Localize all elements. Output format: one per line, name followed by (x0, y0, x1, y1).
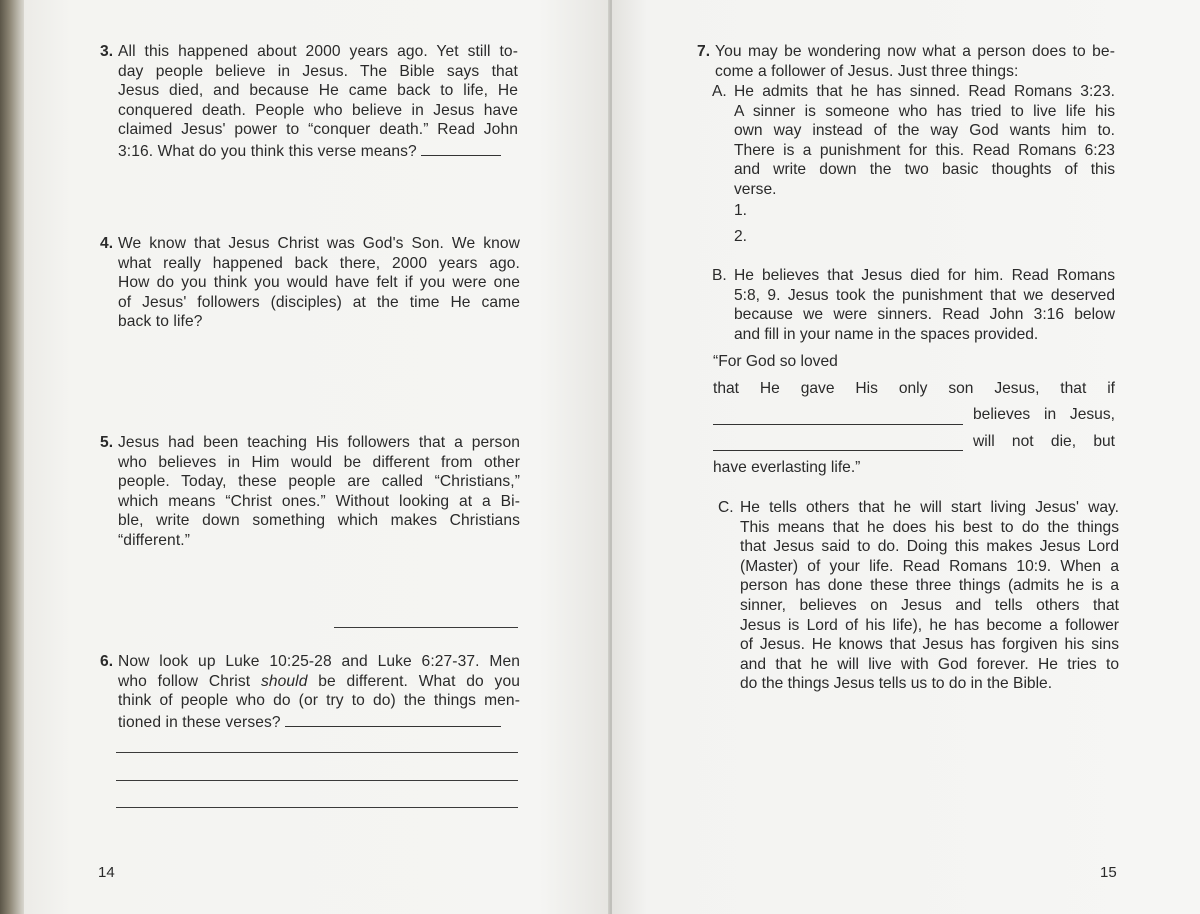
q6-number: 6. (100, 653, 114, 670)
verse-line: “For God so loved (713, 353, 838, 370)
q5-line: which means “Christ ones.” Without looking at a Bi- (118, 492, 520, 510)
q7b-label: B. (712, 267, 727, 284)
question-7 (697, 42, 1115, 81)
q7a-line: A sinner is someone who has tried to live life his (734, 102, 1115, 120)
q3-line: 3:16. What do you think this verse means? (118, 140, 518, 162)
q7c-line: and that he will live with God forever. He tries to (740, 655, 1119, 673)
q7b-line: 5:8, 9. Jesus took the punishment that we deserved (734, 286, 1115, 304)
q7-line: 7. You may be wondering now what a person does to be- (697, 43, 1115, 60)
q7a-line: own way instead of the way God wants him to. (734, 122, 1115, 140)
q3-answer-blank[interactable] (421, 140, 501, 156)
q7-line: come a follower of Jesus. Just three things: (715, 62, 1019, 80)
q7-part-c (718, 498, 1119, 694)
q5-answer-line[interactable] (334, 627, 518, 628)
q7c-line: C. He tells others that he will start living Jesus' way. (718, 499, 1119, 516)
verse-fill-in (713, 352, 1115, 478)
q6-answer-blank[interactable] (285, 711, 501, 727)
q3-line: 3. All this happened about 2000 years ago. Yet still to- (100, 43, 518, 60)
q7a-line: verse. (734, 180, 777, 198)
left-page (24, 0, 610, 914)
q3-line: conquered death. People who believe in Jesus have (118, 101, 518, 119)
q7a-line: A. He admits that he has sinned. Read Romans 3:23. (712, 83, 1115, 100)
q5-line: who believes in Him would be different from other (118, 453, 520, 471)
verse-line: believes in Jesus, (713, 405, 1115, 425)
q4-number: 4. (100, 235, 114, 252)
q7-number: 7. (697, 43, 711, 60)
q7a-label: A. (712, 83, 727, 100)
q5-line: “different.” (118, 531, 190, 549)
q5-line: ble, write down something which makes Christians (118, 512, 520, 530)
q4-line: back to life? (118, 313, 203, 331)
q7b-line: because we were sinners. Read John 3:16 below (734, 306, 1115, 324)
q3-line: Jesus died, and because He came back to life, He (118, 82, 518, 100)
q6-line: 6. Now look up Luke 10:25-28 and Luke 6:27-37. Men (100, 653, 520, 670)
q7-part-a (712, 82, 1115, 247)
q7c-line: person has done these three things (admits he is a (740, 577, 1119, 595)
q3-number: 3. (100, 43, 114, 60)
q4-line: of Jesus' followers (disciples) at the time He came (118, 293, 520, 311)
q7-part-b (712, 266, 1115, 344)
name-blank-1[interactable] (713, 409, 963, 425)
q5-number: 5. (100, 434, 114, 451)
q5-line: people. Today, these people are called “Christians,” (118, 473, 520, 491)
q6-answer-line[interactable] (116, 780, 518, 781)
q7c-line: do the things Jesus tells us to do in the Bible. (740, 675, 1053, 693)
verse-line: have everlasting life.” (713, 459, 861, 477)
question-4 (100, 234, 520, 332)
q7c-line: sinner, believes on Jesus and tells others that (740, 596, 1119, 614)
page-number-left: 14 (98, 864, 115, 881)
q4-line: How do you think you would have felt if you were one (118, 274, 520, 292)
book-spine-edge (0, 0, 26, 914)
q6-line: tioned in these verses? (118, 711, 520, 733)
q4-line: what really happened back there, 2000 years ago. (118, 254, 520, 272)
q7b-line: B. He believes that Jesus died for him. Read Romans (712, 267, 1115, 284)
q7c-line: This means that he does his best to do the things (740, 518, 1119, 536)
q6-line: think of people who do (or try to do) the things men- (118, 692, 520, 710)
verse-line: that He gave His only son Jesus, that if (713, 379, 1115, 397)
q6-answer-line[interactable] (116, 752, 518, 753)
q4-line: 4. We know that Jesus Christ was God's Son. We know (100, 235, 520, 252)
name-blank-2[interactable] (713, 435, 963, 451)
q7a-line: and write down the two basic thoughts of this (734, 161, 1115, 179)
q3-line: claimed Jesus' power to “conquer death.” Read John (118, 121, 518, 139)
q7a-item-2[interactable]: 2. (734, 228, 748, 246)
q5-line: 5. Jesus had been teaching His followers that a person (100, 434, 520, 451)
q7c-line: Jesus is Lord of his life), he has become a follower (740, 616, 1119, 634)
q7c-line: of Jesus. He knows that Jesus has forgiven his sins (740, 636, 1119, 654)
q7c-line: (Master) of your life. Read Romans 10:9. When a (740, 557, 1119, 575)
question-5 (100, 433, 520, 551)
verse-line: will not die, but (713, 432, 1115, 452)
q7a-line: There is a punishment for this. Read Romans 6:23 (734, 141, 1115, 159)
question-6 (100, 652, 520, 732)
q7c-label: C. (718, 499, 734, 516)
q7a-item-1[interactable]: 1. (734, 201, 748, 219)
q7c-line: that Jesus said to do. Doing this makes Jesus Lord (740, 538, 1119, 556)
question-3 (100, 42, 518, 162)
q3-line: day people believe in Jesus. The Bible says that (118, 62, 518, 80)
q7b-line: and fill in your name in the spaces provided. (734, 325, 1039, 343)
q6-line: who follow Christ should be different. What do you (118, 672, 520, 690)
q6-answer-line[interactable] (116, 807, 518, 808)
page-number-right: 15 (1100, 864, 1117, 881)
right-page (612, 0, 1200, 914)
